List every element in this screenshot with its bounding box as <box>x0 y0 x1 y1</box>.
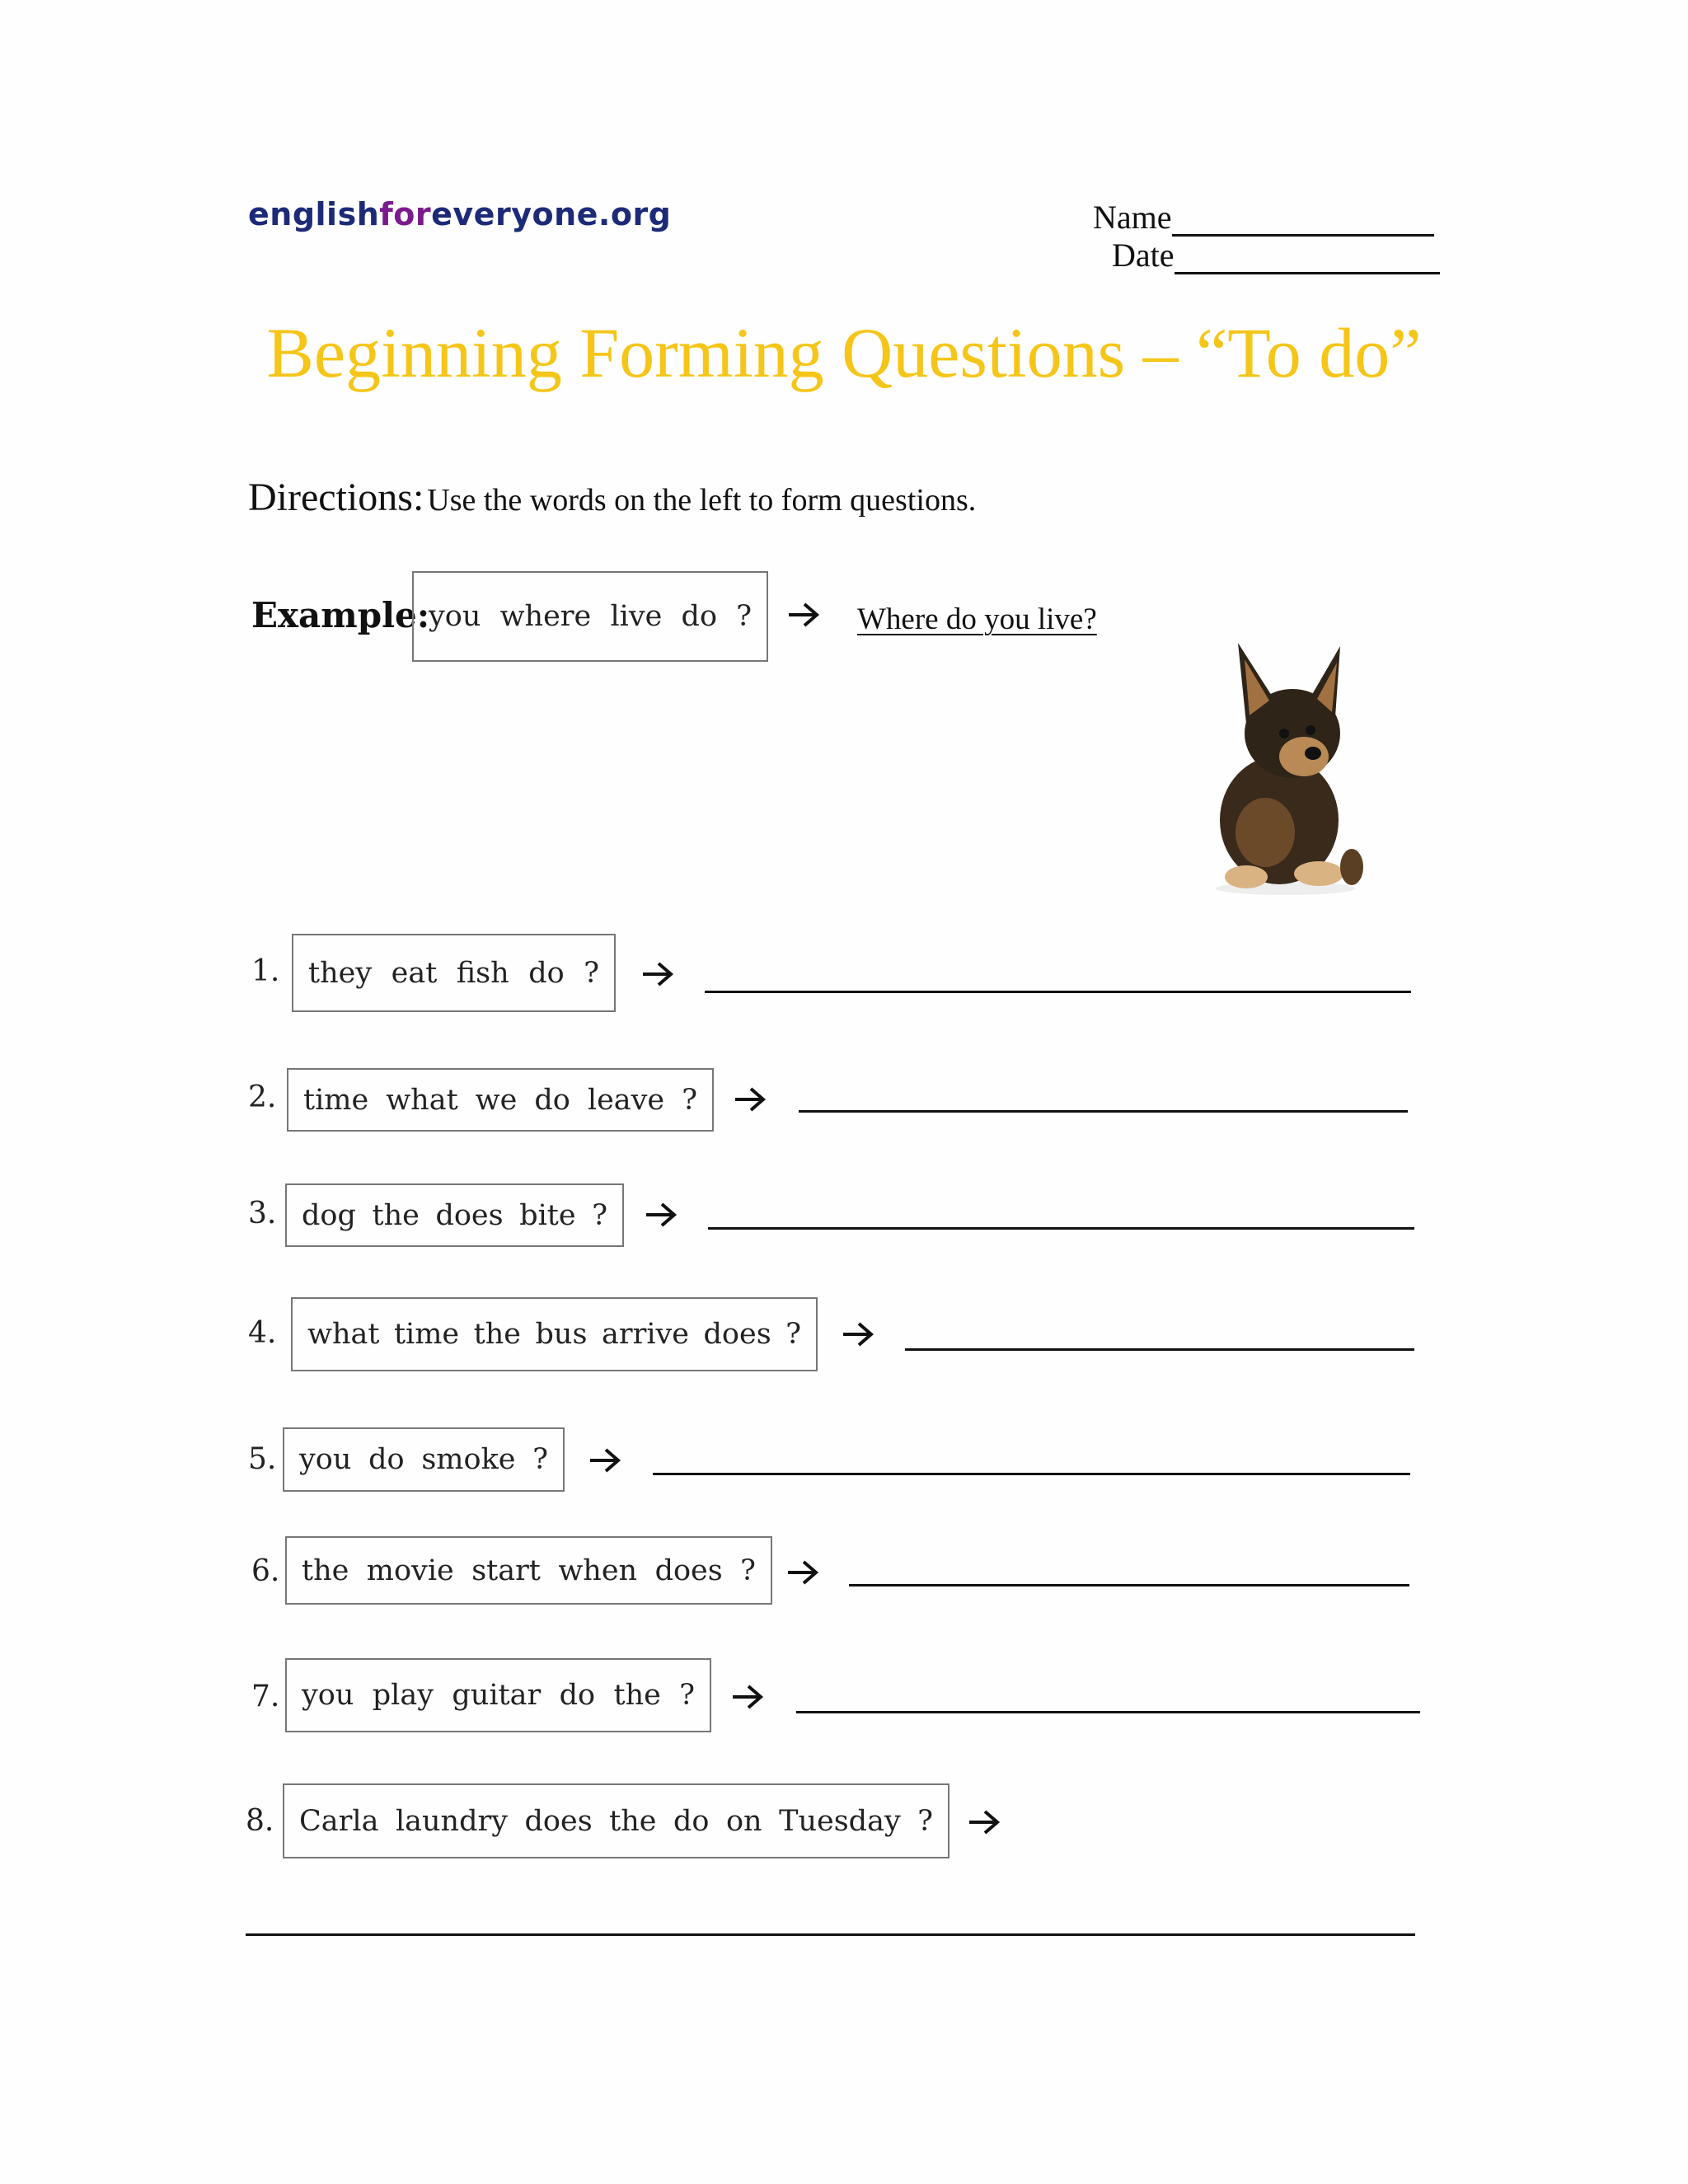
answer-blank-line[interactable] <box>246 1933 1415 1936</box>
word-chip: what <box>386 1083 458 1117</box>
question-number: 6. <box>251 1554 280 1588</box>
word-chip: smoke <box>421 1443 516 1476</box>
word-chip: movie <box>366 1554 454 1587</box>
site-logo-part3: everyone.org <box>431 196 672 232</box>
right-arrow-icon <box>785 1558 820 1586</box>
right-arrow-icon <box>644 1201 678 1229</box>
word-chip: bite <box>519 1198 576 1232</box>
word-chip: ? <box>917 1804 933 1838</box>
puppy-photo <box>1187 626 1385 898</box>
word-chip: live <box>610 600 663 633</box>
word-chip: start <box>471 1554 541 1587</box>
answer-blank-line[interactable] <box>705 991 1411 993</box>
word-chip: Tuesday <box>779 1804 901 1838</box>
word-chip: they <box>308 956 373 990</box>
name-blank-line[interactable] <box>1172 204 1434 237</box>
word-chip: bus <box>535 1318 588 1351</box>
example-word-box <box>412 571 768 662</box>
word-chip: when <box>558 1554 638 1587</box>
example-answer: Where do you live? <box>857 602 1097 636</box>
word-chip: what <box>307 1318 380 1351</box>
directions <box>248 475 976 520</box>
word-chip: leave <box>587 1083 665 1117</box>
right-arrow-icon <box>588 1446 622 1474</box>
word-chip: do <box>559 1679 596 1712</box>
question-number: 3. <box>248 1197 277 1230</box>
word-chip: arrive <box>601 1318 689 1351</box>
date-blank-line[interactable] <box>1175 242 1440 274</box>
word-chip: dog <box>302 1198 356 1232</box>
word-chip: laundry <box>395 1804 509 1838</box>
question-word-box <box>291 1297 818 1371</box>
word-chip: time <box>303 1083 369 1117</box>
right-arrow-icon <box>786 601 821 629</box>
word-chip: Carla <box>299 1804 379 1838</box>
word-chip: ? <box>740 1554 756 1587</box>
word-chip: the <box>302 1554 349 1587</box>
word-chip: do <box>534 1083 570 1117</box>
question-number: 1. <box>251 954 280 988</box>
word-chip: on <box>725 1804 762 1838</box>
date-label: Date <box>1112 237 1175 274</box>
example-label: Example: <box>251 595 430 635</box>
word-chip: does <box>524 1804 593 1838</box>
word-chip: do <box>528 956 565 990</box>
word-chip: play <box>372 1679 434 1712</box>
word-chip: ? <box>679 1679 695 1712</box>
question-word-box <box>287 1068 714 1132</box>
question-word-box <box>285 1658 711 1732</box>
question-number: 4. <box>248 1316 277 1350</box>
answer-blank-line[interactable] <box>799 1110 1408 1113</box>
word-chip: ? <box>584 956 599 990</box>
word-chip: ? <box>785 1318 801 1351</box>
word-chip: we <box>475 1083 518 1117</box>
right-arrow-icon <box>640 960 675 988</box>
answer-blank-line[interactable] <box>905 1348 1414 1351</box>
word-chip: do <box>673 1804 710 1838</box>
site-logo <box>248 196 671 232</box>
word-chip: the <box>372 1198 420 1232</box>
word-chip: you <box>299 1443 352 1476</box>
question-word-box <box>285 1183 624 1247</box>
word-chip: guitar <box>452 1679 542 1712</box>
word-chip: time <box>393 1318 460 1351</box>
right-arrow-icon <box>733 1085 767 1113</box>
word-chip: ? <box>592 1198 607 1232</box>
word-chip: eat <box>391 956 438 990</box>
question-word-box <box>283 1427 565 1492</box>
word-chip: do <box>681 600 718 633</box>
directions-text: Use the words on the left to form questions. <box>427 483 977 518</box>
worksheet-title: Beginning Forming Questions – “To do” <box>266 313 1422 392</box>
question-number: 5. <box>248 1442 277 1476</box>
word-chip: the <box>613 1679 661 1712</box>
word-chip: ? <box>532 1443 548 1476</box>
question-number: 7. <box>251 1680 280 1713</box>
site-logo-part2: for <box>379 196 432 232</box>
word-chip: you <box>302 1679 354 1712</box>
word-chip: where <box>499 600 592 633</box>
answer-blank-line[interactable] <box>849 1584 1409 1586</box>
word-chip: does <box>435 1198 504 1232</box>
date-field <box>1112 236 1440 274</box>
name-field <box>1093 198 1434 237</box>
directions-label: Directions: <box>248 476 424 519</box>
word-chip: ? <box>682 1083 697 1117</box>
right-arrow-icon <box>967 1808 1001 1836</box>
question-word-box <box>292 934 616 1012</box>
word-chip: ? <box>736 600 752 633</box>
answer-blank-line[interactable] <box>708 1227 1414 1230</box>
question-number: 2. <box>248 1080 277 1114</box>
word-chip: you <box>429 600 481 633</box>
right-arrow-icon <box>841 1320 875 1348</box>
site-logo-part1: english <box>248 196 380 232</box>
question-word-box <box>283 1783 950 1858</box>
right-arrow-icon <box>730 1683 765 1711</box>
name-label: Name <box>1093 199 1172 236</box>
word-chip: does <box>654 1554 723 1587</box>
answer-blank-line[interactable] <box>796 1711 1420 1713</box>
word-chip: fish <box>456 956 509 990</box>
question-number: 8. <box>246 1804 274 1838</box>
word-chip: the <box>473 1318 521 1351</box>
answer-blank-line[interactable] <box>653 1473 1410 1475</box>
question-word-box <box>285 1536 772 1605</box>
word-chip: the <box>609 1804 657 1838</box>
word-chip: do <box>368 1443 405 1476</box>
word-chip: does <box>703 1318 771 1351</box>
